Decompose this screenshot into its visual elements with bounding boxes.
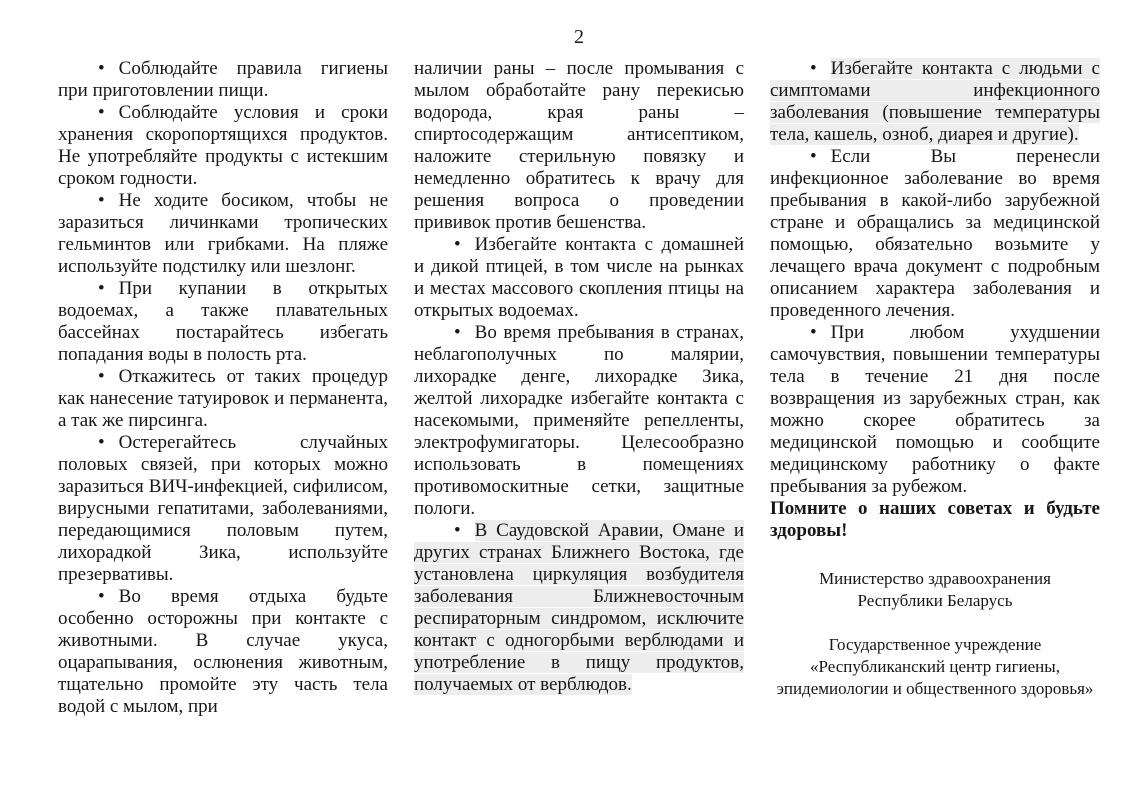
footer-gap bbox=[770, 612, 1100, 634]
bullet-icon: • bbox=[454, 520, 461, 541]
bullet-icon: • bbox=[98, 58, 105, 79]
paragraph-text: Соблюдайте условия и сроки хранения скоропортящихся продуктов. Не употребляйте продукты с истекшим сроком годности. bbox=[58, 102, 388, 189]
paragraph-text: При купании в открытых водоемах, а также плавательных бассейнах постарайтесь избегать попадания воды в полость рта. bbox=[58, 278, 388, 365]
paragraph-text: Избегайте контакта с домашней и дикой птицей, в том числе на рынках и местах массового скопления птицы на открытых водоемах. bbox=[414, 234, 744, 321]
highlighted-text: Избегайте контакта с людьми с симптомами инфекционного заболевания (повышение температуры тела, кашель, озноб, диарея и другие). bbox=[770, 58, 1100, 145]
bullet-icon: • bbox=[98, 278, 105, 299]
bullet-paragraph bbox=[770, 146, 1100, 322]
bullet-paragraph bbox=[58, 366, 388, 432]
bullet-icon: • bbox=[454, 322, 461, 343]
paragraph-text: При любом ухудшении самочувствия, повышении температуры тела в течение 21 дня после возвращения из зарубежных стран, как можно скорее обратитесь за медицинской помощью и сообщите медицинскому работнику о факте пребывания за рубежом. bbox=[770, 322, 1100, 497]
paragraph-text: Откажитесь от таких процедур как нанесение татуировок и перманента, а так же пирсинга. bbox=[58, 366, 388, 431]
paragraph-text: Не ходите босиком, чтобы не заразиться личинками тропических гельминтов или грибками. На пляже используйте подстилку или шезлонг. bbox=[58, 190, 388, 277]
footer-institution-line: «Республиканский центр гигиены, bbox=[810, 657, 1060, 676]
bullet-paragraph bbox=[58, 278, 388, 366]
bullet-icon: • bbox=[98, 432, 105, 453]
columns-container bbox=[58, 58, 1131, 718]
paragraph-text: Во время пребывания в странах, неблагополучных по малярии, лихорадке денге, лихорадке Зика, желтой лихорадке избегайте контакта с насекомыми, применяйте репелленты, электрофумигаторы. Целесообразно использовать в помещениях противомоскитные сетки, защитные пологи. bbox=[414, 322, 744, 519]
bullet-icon: • bbox=[810, 146, 817, 167]
continuation-paragraph bbox=[414, 58, 744, 234]
footer-institution-line: Государственное учреждение bbox=[828, 635, 1042, 654]
column-left bbox=[58, 58, 388, 718]
paragraph-text: Во время отдыха будьте особенно осторожны при контакте с животными. В случае укуса, оцарапывания, ослюнения животным, тщательно промойте эту часть тела водой с мылом, при bbox=[58, 586, 388, 717]
paragraph-text: Если Вы перенесли инфекционное заболевание во время пребывания в какой-либо зарубежной стране и обращались за медицинской помощью, обязательно возьмите у лечащего врача документ с подробным описанием характера заболевания и проведенного лечения. bbox=[770, 146, 1100, 321]
bullet-icon: • bbox=[810, 322, 817, 343]
bullet-icon: • bbox=[98, 366, 105, 387]
bullet-paragraph bbox=[58, 432, 388, 586]
bullet-icon: • bbox=[98, 586, 105, 607]
bullet-paragraph bbox=[58, 190, 388, 278]
bullet-icon: • bbox=[454, 234, 461, 255]
page-number: 2 bbox=[574, 26, 584, 48]
highlighted-text: В Саудовской Аравии, Омане и других странах Ближнего Востока, где установлена циркуляция возбудителя заболевания Ближневосточным респираторным синдромом, исключите контакт с одногорбыми верблюдами и употребление в пищу продуктов, получаемых от верблюдов. bbox=[414, 520, 744, 695]
paragraph-text: наличии раны – после промывания с мылом обработайте рану перекисью водорода, края раны – спиртосодержащим антисептиком, наложите стерильную повязку и немедленно обратитесь к врачу для решения вопроса о проведении прививок против бешенства. bbox=[414, 58, 744, 233]
paragraph-text: Соблюдайте правила гигиены при приготовлении пищи. bbox=[58, 58, 388, 101]
bullet-icon: • bbox=[810, 58, 817, 79]
bullet-paragraph-highlighted bbox=[770, 58, 1100, 146]
bullet-paragraph-highlighted bbox=[414, 520, 744, 696]
column-middle bbox=[414, 58, 744, 718]
bullet-paragraph bbox=[414, 234, 744, 322]
footer-institution-line: эпидемиологии и общественного здоровья» bbox=[776, 679, 1094, 698]
bullet-paragraph bbox=[58, 586, 388, 718]
bullet-paragraph bbox=[58, 58, 388, 102]
footer-block bbox=[770, 568, 1100, 700]
footer-ministry-line: Республики Беларусь bbox=[857, 591, 1013, 610]
footer-ministry-line: Министерство здравоохранения bbox=[819, 569, 1051, 588]
bullet-paragraph bbox=[58, 102, 388, 190]
paragraph-text: Остерегайтесь случайных половых связей, при которых можно заразиться ВИЧ-инфекцией, сифилисом, вирусными гепатитами, заболеваниями, передающимися половым путем, лихорадкой Зика, используйте презервативы. bbox=[58, 432, 388, 585]
column-right bbox=[770, 58, 1100, 718]
bullet-icon: • bbox=[98, 102, 105, 123]
closing-statement: Помните о наших советах и будьте здоровы! bbox=[770, 498, 1100, 541]
bullet-paragraph bbox=[770, 322, 1100, 498]
bullet-icon: • bbox=[98, 190, 105, 211]
bullet-paragraph bbox=[414, 322, 744, 520]
